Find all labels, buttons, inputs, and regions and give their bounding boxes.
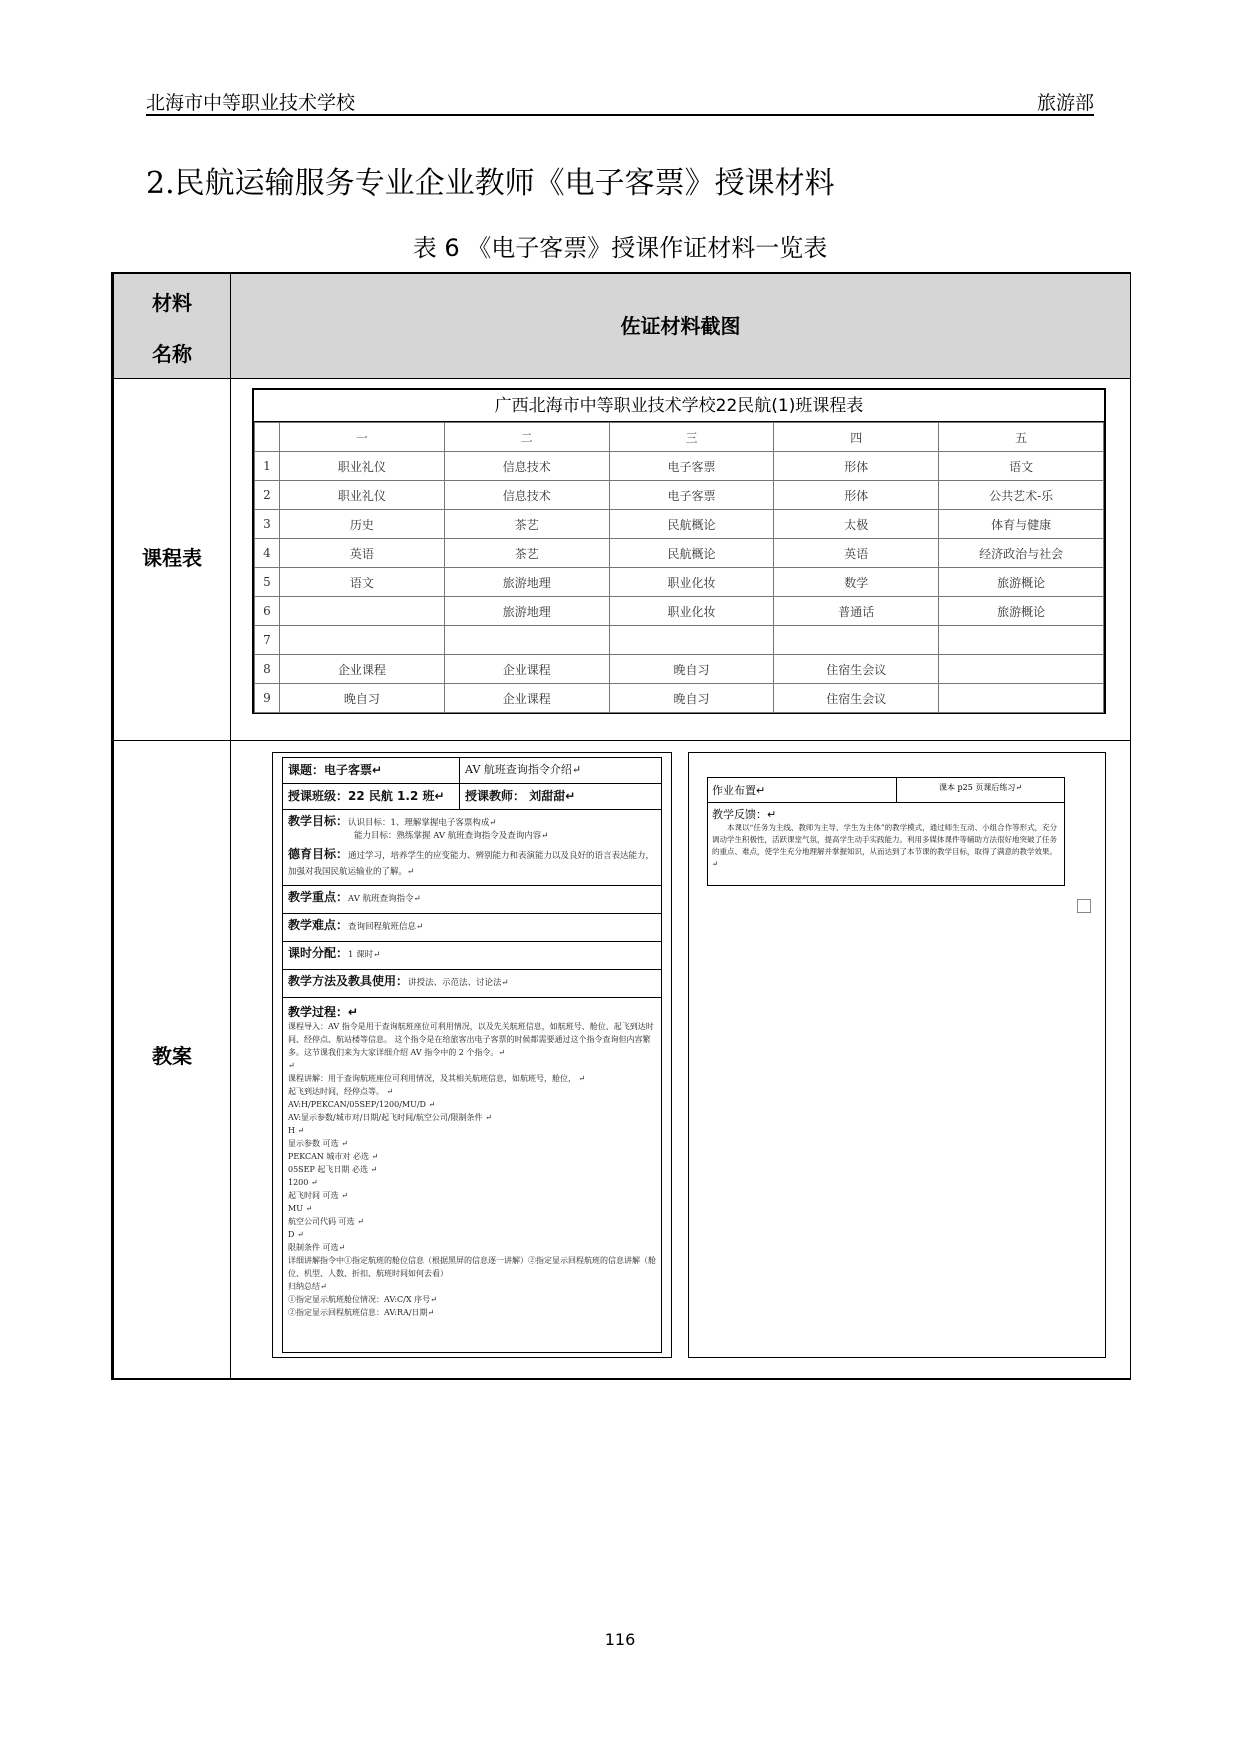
key-point: AV 航班查询指令↵ xyxy=(348,894,421,904)
schedule-cell: 语文 xyxy=(280,568,445,597)
period-number: 6 xyxy=(255,597,280,626)
schedule-period-row xyxy=(255,626,1104,655)
schedule-cell: 经济政治与社会 xyxy=(939,539,1104,568)
period-number: 8 xyxy=(255,655,280,684)
schedule-cell: 茶艺 xyxy=(444,539,609,568)
schedule-cell: 英语 xyxy=(280,539,445,568)
day-header: 二 xyxy=(444,423,609,452)
day-header: 五 xyxy=(939,423,1104,452)
schedule-period-row xyxy=(255,684,1104,713)
table-caption: 表 6 《电子客票》授课作证材料一览表 xyxy=(412,234,828,262)
schedule-cell: 企业课程 xyxy=(444,684,609,713)
schedule-cell: 职业礼仪 xyxy=(280,452,445,481)
day-header: 一 xyxy=(280,423,445,452)
period-number: 3 xyxy=(255,510,280,539)
moral-label: 德育目标： xyxy=(288,847,349,861)
schedule-title: 广西北海市中等职业技术学校22民航(1)班课程表 xyxy=(254,390,1104,422)
difficulty-label: 教学难点： xyxy=(288,918,349,932)
schedule-cell: 企业课程 xyxy=(280,655,445,684)
schedule-cell xyxy=(774,626,939,655)
period-number: 7 xyxy=(255,626,280,655)
schedule-cell: 太极 xyxy=(774,510,939,539)
period-number: 4 xyxy=(255,539,280,568)
schedule-cell xyxy=(280,597,445,626)
period-number: 9 xyxy=(255,684,280,713)
schedule-cell: 民航概论 xyxy=(609,510,774,539)
schedule-cell: 职业礼仪 xyxy=(280,481,445,510)
lesson-goals-row xyxy=(283,810,661,886)
schedule-period-row xyxy=(255,510,1104,539)
schedule-grid xyxy=(254,422,1104,713)
schedule-cell xyxy=(939,655,1104,684)
schedule-cell: 旅游地理 xyxy=(444,568,609,597)
schedule-period-row xyxy=(255,481,1104,510)
lesson-class: 授课班级：22 民航 1.2 班↵ xyxy=(288,789,445,803)
schedule-cell: 信息技术 xyxy=(444,481,609,510)
schedule-cell: 晚自习 xyxy=(609,655,774,684)
teaching-method: 讲授法、示范法、讨论法↵ xyxy=(408,978,509,988)
schedule-cell: 职业化妆 xyxy=(609,568,774,597)
goal-ability: 能力目标：熟练掌握 AV 航班查询指令及查询内容↵ xyxy=(354,831,549,841)
homework-label: 作业布置↵ xyxy=(708,778,897,802)
homework-feedback-document xyxy=(688,752,1106,1358)
schedule-cell: 英语 xyxy=(774,539,939,568)
header-divider xyxy=(146,114,1094,116)
schedule-cell xyxy=(939,684,1104,713)
difficulty-point: 查询回程航班信息↵ xyxy=(348,922,424,932)
lesson-teacher: 授课教师： 刘甜甜↵ xyxy=(465,789,576,803)
header-school-name: 北海市中等职业技术学校 xyxy=(146,92,356,114)
schedule-cell: 旅游概论 xyxy=(939,568,1104,597)
schedule-cell: 晚自习 xyxy=(609,684,774,713)
lesson-class-row xyxy=(283,784,661,810)
schedule-period-row xyxy=(255,568,1104,597)
schedule-cell: 形体 xyxy=(774,481,939,510)
process-label: 教学过程：↵ xyxy=(288,1005,359,1019)
schedule-cell: 体育与健康 xyxy=(939,510,1104,539)
schedule-period-row xyxy=(255,452,1104,481)
schedule-cell: 晚自习 xyxy=(280,684,445,713)
key-label: 教学重点： xyxy=(288,890,349,904)
column-header-material-line1: 材料 xyxy=(152,291,192,315)
schedule-period-row xyxy=(255,597,1104,626)
feedback-text: 本课以“任务为主线、教师为主导、学生为主体”的教学模式，通过师生互动、小组合作等形式，充分调动学生积极性，活跃课堂气氛，提高学生动手实践能力。利用多媒体课件等辅助方法很好地突破了任务的重点、难点，使学生充分地理解并掌握知识，从而达到了本节课的教学目标，取得了满意的教学效果。↵ xyxy=(712,823,1058,868)
schedule-cell: 数学 xyxy=(774,568,939,597)
day-header: 四 xyxy=(774,423,939,452)
lesson-topic-row xyxy=(283,758,661,784)
schedule-cell: 茶艺 xyxy=(444,510,609,539)
schedule-cell: 电子客票 xyxy=(609,481,774,510)
period-number: 5 xyxy=(255,568,280,597)
period-number: 1 xyxy=(255,452,280,481)
schedule-period-row xyxy=(255,539,1104,568)
schedule-cell xyxy=(444,626,609,655)
schedule-cell: 旅游地理 xyxy=(444,597,609,626)
column-header-material-line2: 名称 xyxy=(152,342,192,366)
goal-label: 教学目标： xyxy=(288,814,349,828)
column-header-material xyxy=(114,287,230,367)
lesson-plan-document xyxy=(272,752,672,1358)
schedule-cell xyxy=(609,626,774,655)
method-label: 教学方法及教具使用： xyxy=(288,974,409,988)
schedule-cell: 职业化妆 xyxy=(609,597,774,626)
table-handle-icon xyxy=(1077,899,1091,913)
schedule-cell: 住宿生会议 xyxy=(774,655,939,684)
class-schedule xyxy=(252,388,1106,714)
time-label: 课时分配： xyxy=(288,946,349,960)
schedule-cell: 民航概论 xyxy=(609,539,774,568)
moral-goal: 通过学习，培养学生的应变能力、辨别能力和表演能力以及良好的语言表达能力，加强对我国民航运输业的了解。↵ xyxy=(288,851,655,877)
teaching-process: 课程导入：AV 指令是用于查询航班座位可利用情况，以及先关航班信息，如航班号、舱位、起飞到达时间、经停点、航站楼等信息。 这个指令是在给旅客出电子客票的时候都需要通过这个指令查询但内容繁多。这节课我们来为大家详细介绍 AV 指令中的 2 个指令。↵ ↵ 课程讲解：用于查询航班座位可利用情况，及其相关航班信息，如航班号，舱位， ↵ 起飞到达时间，经停点等。 ↵ AV:H/PEKCAN/05SEP/1200/MU/D ↵ AV:显示参数/城市对/日期/起飞时间/航空公司/限制条件 ↵ H ↵ 显示参数 可选 ↵ PEKCAN 城市对 必选 ↵ 05SEP 起飞日期 必选 ↵ 1200 ↵ 起飞时间 可选 ↵ MU ↵ 航空公司代码 可选 ↵ D ↵ 限制条件 可选↵ 详细讲解指令中①指定航班的舱位信息（根据黑屏的信息逐一讲解）②指定显示回程航班的信息讲解（舱位、机型、人数、折扣、航班时间如何去看） 归纳总结↵ ①指定显示航班舱位情况：AV:C/X 序号↵ ②指定显示回程航班信息：AV:RA/日期↵ xyxy=(288,1022,656,1317)
homework-table xyxy=(707,777,1065,886)
section-title: 2.民航运输服务专业企业教师《电子客票》授课材料 xyxy=(146,166,835,201)
column-header-evidence: 佐证材料截图 xyxy=(620,314,741,338)
schedule-period-row xyxy=(255,655,1104,684)
period-number: 2 xyxy=(255,481,280,510)
schedule-cell: 公共艺术-乐 xyxy=(939,481,1104,510)
row-label-lesson-plan: 教案 xyxy=(152,1044,192,1068)
lesson-subtitle: AV 航班查询指令介绍↵ xyxy=(465,763,582,776)
day-header: 三 xyxy=(609,423,774,452)
feedback-label: 教学反馈：↵ xyxy=(712,808,777,821)
homework-value: 课本 p25 页课后练习↵ xyxy=(938,783,1023,792)
schedule-cell: 住宿生会议 xyxy=(774,684,939,713)
schedule-cell: 电子客票 xyxy=(609,452,774,481)
schedule-cell: 普通话 xyxy=(774,597,939,626)
schedule-cell xyxy=(280,626,445,655)
row-label-schedule: 课程表 xyxy=(142,546,202,570)
lesson-topic: 课题：电子客票↵ xyxy=(288,763,383,777)
page-number: 116 xyxy=(604,1630,636,1649)
schedule-cell: 旅游概论 xyxy=(939,597,1104,626)
schedule-cell: 形体 xyxy=(774,452,939,481)
schedule-cell: 企业课程 xyxy=(444,655,609,684)
schedule-day-row xyxy=(255,423,1104,452)
schedule-cell: 信息技术 xyxy=(444,452,609,481)
schedule-cell: 语文 xyxy=(939,452,1104,481)
schedule-cell: 历史 xyxy=(280,510,445,539)
time-allocation: 1 课时↵ xyxy=(348,950,381,960)
schedule-cell xyxy=(939,626,1104,655)
goal-knowledge: 认识目标：1、理解掌握电子客票构成↵ xyxy=(348,818,497,828)
header-department: 旅游部 xyxy=(1036,92,1094,114)
